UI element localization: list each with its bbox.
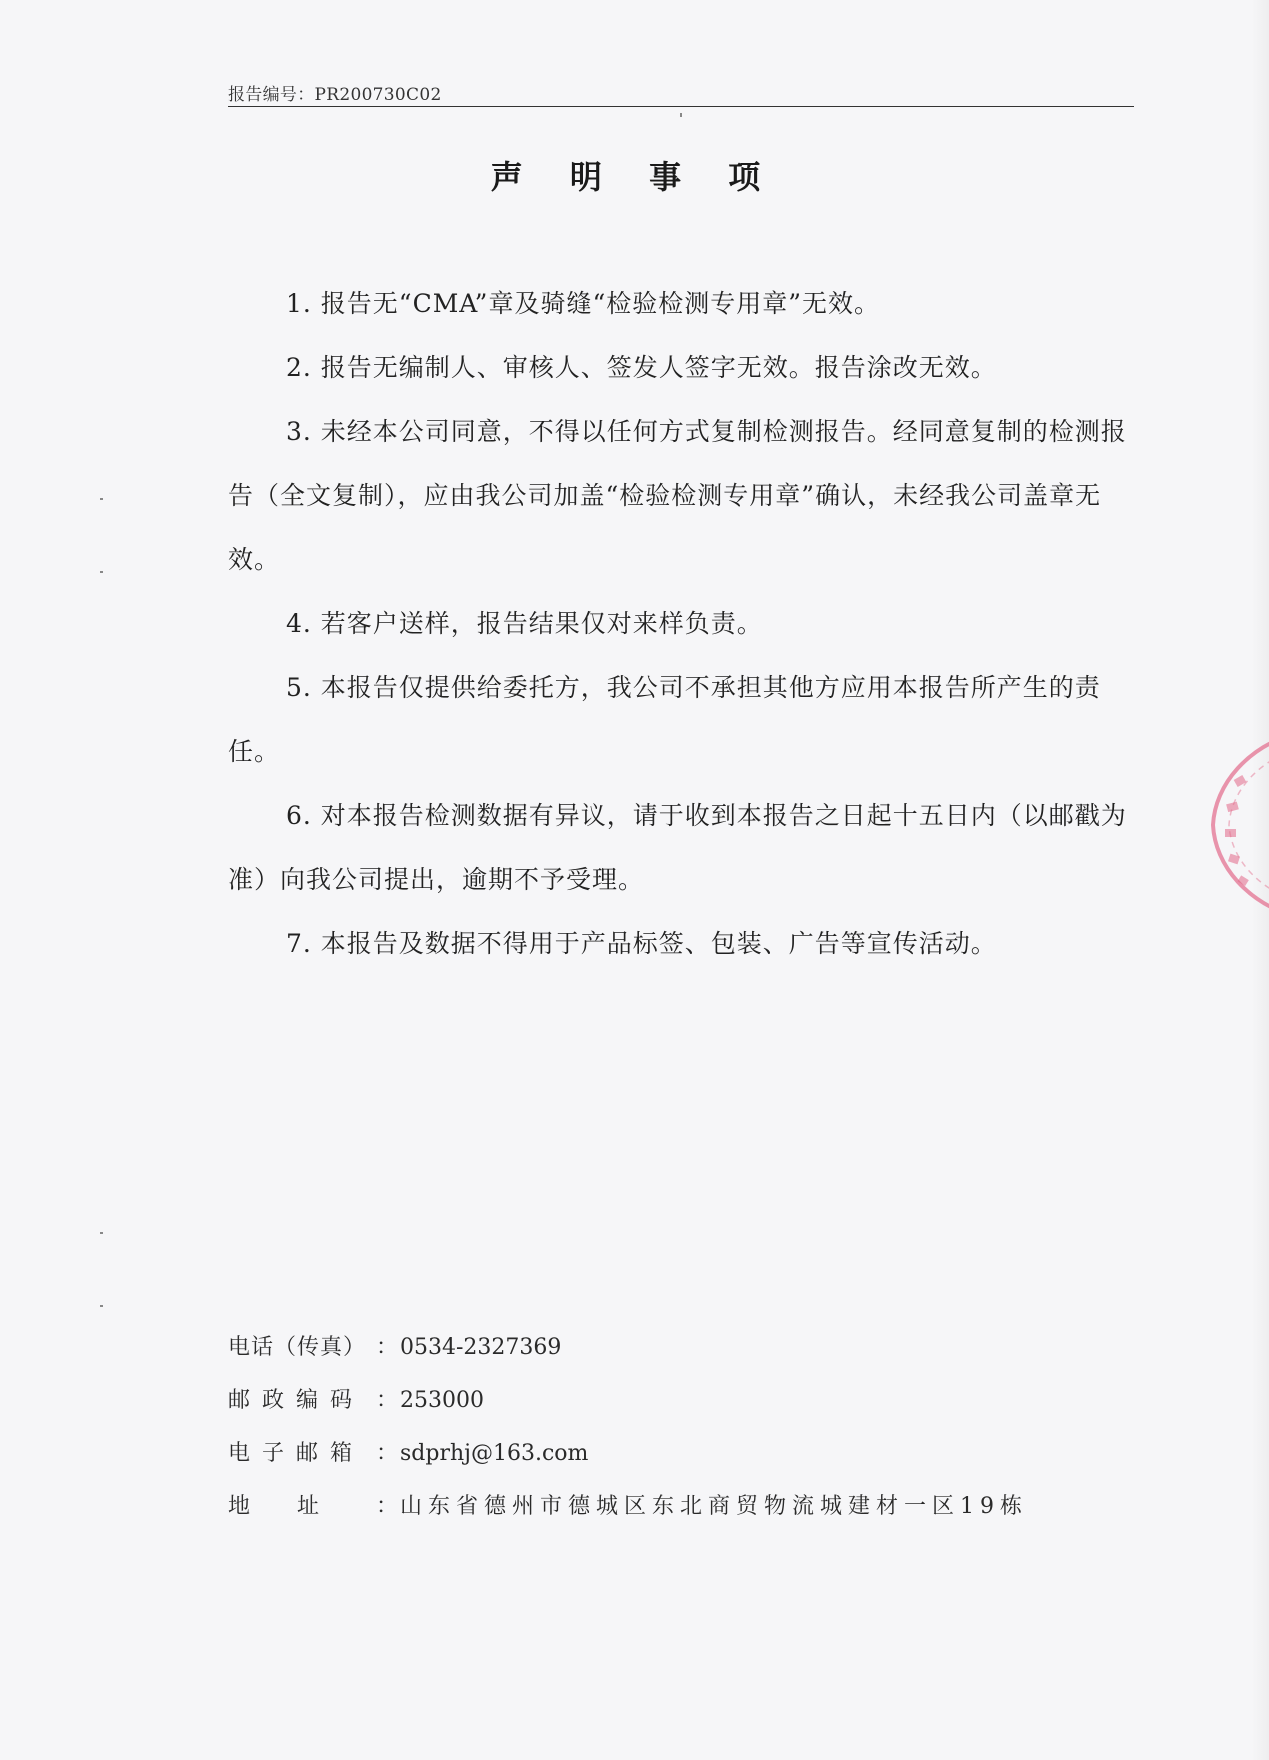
scan-speck: [100, 1232, 103, 1234]
postal-label: 邮政编码: [228, 1388, 365, 1413]
statement-item-3: 3. 未经本公司同意，不得以任何方式复制检测报告。经同意复制的检测报告（全文复制），应由我公司加盖“检验检测专用章”确认，未经我公司盖章无效。: [228, 417, 1127, 574]
email-value: sdprhj@163.com: [400, 1441, 589, 1466]
contact-address-row: [228, 1489, 1028, 1520]
scan-speck: [680, 113, 682, 117]
phone-value: 0534-2327369: [400, 1335, 562, 1360]
colon: ：: [376, 1441, 399, 1466]
address-label: 地 址: [228, 1494, 321, 1519]
phone-label: 电话（传真）: [228, 1335, 367, 1360]
statement-item-5: 5. 本报告仅提供给委托方，我公司不承担其他方应用本报告所产生的责任。: [228, 673, 1101, 766]
scan-speck: [100, 571, 103, 573]
address-value: 山东省德州市德城区东北商贸物流城建材一区19栋: [400, 1494, 1028, 1519]
statement-item-1: 1. 报告无“CMA”章及骑缝“检验检测专用章”无效。: [286, 289, 881, 318]
colon: ：: [376, 1335, 399, 1360]
contact-postal-row: [228, 1383, 484, 1414]
contact-phone-row: [228, 1330, 561, 1361]
email-label: 电子邮箱: [228, 1441, 365, 1466]
statement-item-4: 4. 若客户送样，报告结果仅对来样负责。: [286, 609, 763, 638]
page-header: [228, 84, 1134, 107]
statement-item-2: 2. 报告无编制人、审核人、签发人签字无效。报告涂改无效。: [286, 353, 997, 382]
statement-item-6: 6. 对本报告检测数据有异议，请于收到本报告之日起十五日内（以邮戳为准）向我公司提出，逾期不予受理。: [228, 801, 1127, 894]
scan-speck: [100, 1305, 103, 1307]
report-number: 报告编号：PR200730C02: [228, 85, 442, 105]
partial-seal-stamp: [1207, 725, 1269, 925]
colon: ：: [376, 1494, 399, 1519]
contact-email-row: [228, 1436, 588, 1467]
page-title: 声 明 事 项: [490, 158, 779, 196]
scan-speck: [100, 498, 103, 500]
colon: ：: [376, 1388, 399, 1413]
postal-value: 253000: [400, 1388, 484, 1413]
statement-item-7: 7. 本报告及数据不得用于产品标签、包装、广告等宣传活动。: [286, 929, 997, 958]
